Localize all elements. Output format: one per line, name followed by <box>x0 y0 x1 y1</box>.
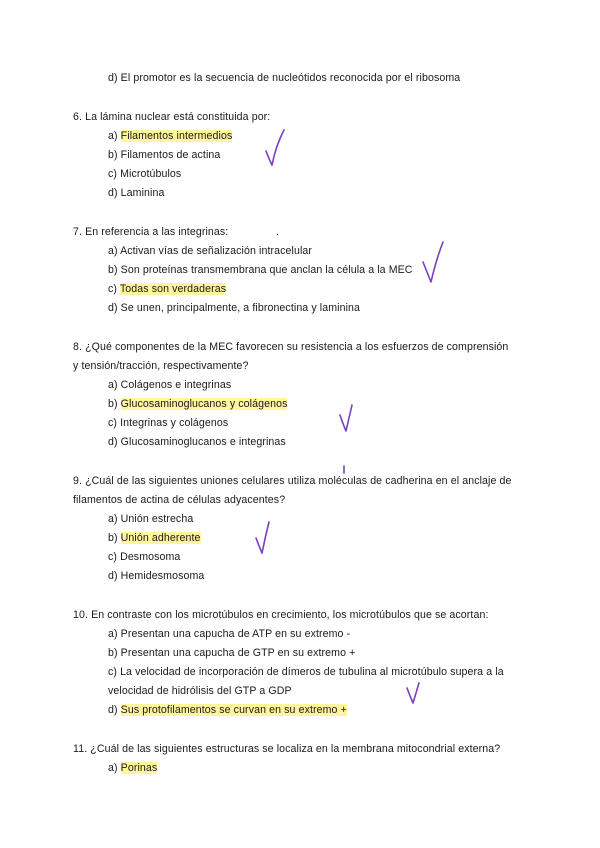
q9-option-a: a) Unión estrecha <box>108 513 194 525</box>
q8-option-b-highlight: Glucosaminoglucanos y colágenos <box>120 398 288 410</box>
checkmark-q7 <box>423 242 443 282</box>
checkmark-q6 <box>266 130 284 165</box>
q8-option-a: a) Colágenos e integrinas <box>108 379 232 391</box>
q10-option-d <box>108 704 347 716</box>
q9-option-b-prefix: b) <box>108 532 121 544</box>
q11-stem: 11. ¿Cuál de las siguientes estructuras se localiza en la membrana mitocondrial externa? <box>73 743 501 755</box>
q6-option-c: c) Microtúbulos <box>108 168 182 180</box>
checkmark-q10 <box>407 683 419 703</box>
q6-option-a-prefix: a) <box>108 130 121 142</box>
checkmark-q8 <box>340 405 352 431</box>
q10-option-d-prefix: d) <box>108 704 121 716</box>
q7-option-a: a) Activan vías de señalización intracelular <box>108 245 313 257</box>
q7-option-c-highlight: Todas son verdaderas <box>119 283 227 295</box>
q7-option-c-prefix: c) <box>108 283 120 295</box>
q7-stray-dot: . <box>276 226 280 238</box>
q7-stem: 7. En referencia a las integrinas: <box>73 226 229 238</box>
q7-option-d: d) Se unen, principalmente, a fibronectina y laminina <box>108 302 361 314</box>
q9-option-d: d) Hemidesmosoma <box>108 570 205 582</box>
q5-option-d: d) El promotor es la secuencia de nucleótidos reconocida por el ribosoma <box>108 72 461 84</box>
q6-option-d: d) Laminina <box>108 187 165 199</box>
q10-stem: 10. En contraste con los microtúbulos en crecimiento, los microtúbulos que se acortan: <box>73 609 489 621</box>
q10-option-d-highlight: Sus protofilamentos se curvan en su extremo + <box>120 704 347 716</box>
q9-option-b-highlight: Unión adherente <box>120 532 201 544</box>
q11-option-a-highlight: Porinas <box>120 762 158 774</box>
q9-option-c: c) Desmosoma <box>108 551 181 563</box>
q11-option-a-prefix: a) <box>108 762 121 774</box>
q6-option-b: b) Filamentos de actina <box>108 149 221 161</box>
q6-stem: 6. La lámina nuclear está constituida por: <box>73 111 271 123</box>
q10-option-c-line2: velocidad de hidrólisis del GTP a GDP <box>108 685 292 697</box>
q6-option-a-highlight: Filamentos intermedios <box>120 130 233 142</box>
q10-option-c-line1: c) La velocidad de incorporación de dímeros de tubulina al microtúbulo supera a la <box>108 666 504 678</box>
q8-stem-line2: y tensión/tracción, respectivamente? <box>73 360 249 372</box>
q7-option-c <box>108 283 226 295</box>
q9-stem-line2: filamentos de actina de células adyacentes? <box>73 494 286 506</box>
q9-option-b <box>108 532 201 544</box>
q10-option-a: a) Presentan una capucha de ATP en su extremo - <box>108 628 351 640</box>
q10-option-b: b) Presentan una capucha de GTP en su extremo + <box>108 647 356 659</box>
checkmark-q9 <box>256 522 269 553</box>
q11-option-a <box>108 762 157 774</box>
q8-stem-line1: 8. ¿Qué componentes de la MEC favorecen su resistencia a los esfuerzos de comprensión <box>73 341 509 353</box>
q9-stem-line1: 9. ¿Cuál de las siguientes uniones celulares utiliza moléculas de cadherina en el anclaje de <box>73 475 512 487</box>
q8-option-c: c) Integrinas y colágenos <box>108 417 229 429</box>
q8-option-b-prefix: b) <box>108 398 121 410</box>
q7-option-b: b) Son proteínas transmembrana que anclan la célula a la MEC <box>108 264 413 276</box>
q8-option-b <box>108 398 287 410</box>
q8-option-d: d) Glucosaminoglucanos e integrinas <box>108 436 286 448</box>
q6-option-a <box>108 130 232 142</box>
